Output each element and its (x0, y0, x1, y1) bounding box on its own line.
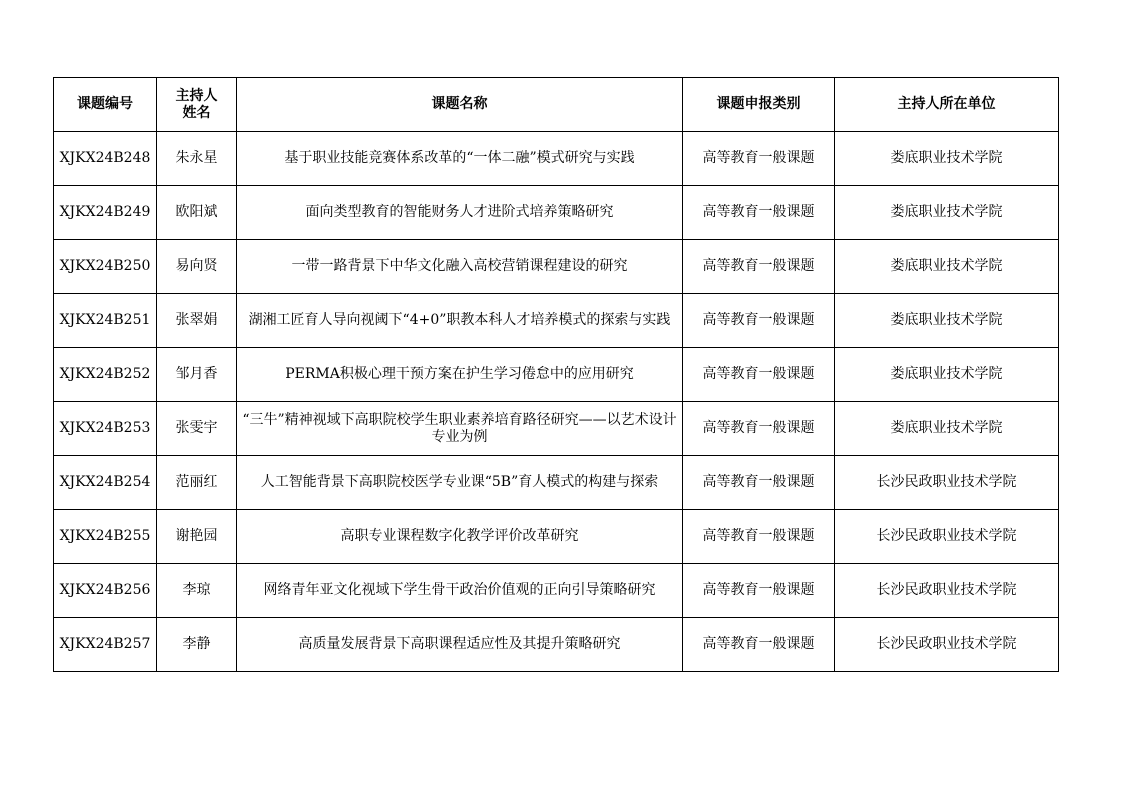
cell-category: 高等教育一般课题 (683, 456, 835, 510)
cell-id: XJKX24B255 (54, 510, 157, 564)
cell-category: 高等教育一般课题 (683, 240, 835, 294)
cell-id: XJKX24B252 (54, 348, 157, 402)
cell-category: 高等教育一般课题 (683, 186, 835, 240)
header-title: 课题名称 (237, 78, 683, 132)
cell-title: 一带一路背景下中华文化融入高校营销课程建设的研究 (237, 240, 683, 294)
cell-host: 谢艳园 (157, 510, 237, 564)
table-row (54, 294, 1059, 348)
cell-id: XJKX24B250 (54, 240, 157, 294)
table-row (54, 510, 1059, 564)
cell-host: 张雯宇 (157, 402, 237, 456)
cell-category: 高等教育一般课题 (683, 348, 835, 402)
cell-host: 李琼 (157, 564, 237, 618)
header-category: 课题申报类别 (683, 78, 835, 132)
table-row (54, 402, 1059, 456)
table-row (54, 564, 1059, 618)
header-host (157, 78, 237, 132)
cell-unit: 长沙民政职业技术学院 (835, 564, 1059, 618)
table-row (54, 186, 1059, 240)
cell-title: 高职专业课程数字化教学评价改革研究 (237, 510, 683, 564)
cell-unit: 娄底职业技术学院 (835, 132, 1059, 186)
cell-category: 高等教育一般课题 (683, 402, 835, 456)
cell-unit: 长沙民政职业技术学院 (835, 510, 1059, 564)
cell-host: 李静 (157, 618, 237, 672)
cell-unit: 娄底职业技术学院 (835, 294, 1059, 348)
table-row (54, 132, 1059, 186)
cell-category: 高等教育一般课题 (683, 510, 835, 564)
cell-category: 高等教育一般课题 (683, 132, 835, 186)
cell-unit: 娄底职业技术学院 (835, 186, 1059, 240)
cell-unit: 娄底职业技术学院 (835, 348, 1059, 402)
cell-title: 人工智能背景下高职院校医学专业课“5B”育人模式的构建与探索 (237, 456, 683, 510)
table-row (54, 618, 1059, 672)
cell-id: XJKX24B253 (54, 402, 157, 456)
cell-id: XJKX24B254 (54, 456, 157, 510)
cell-id: XJKX24B248 (54, 132, 157, 186)
cell-host: 朱永星 (157, 132, 237, 186)
cell-id: XJKX24B256 (54, 564, 157, 618)
cell-category: 高等教育一般课题 (683, 564, 835, 618)
cell-host: 范丽红 (157, 456, 237, 510)
cell-id: XJKX24B257 (54, 618, 157, 672)
header-id: 课题编号 (54, 78, 157, 132)
table-row (54, 456, 1059, 510)
project-table (53, 77, 1059, 672)
header-host-line2: 姓名 (182, 104, 211, 121)
cell-host: 易向贤 (157, 240, 237, 294)
header-unit: 主持人所在单位 (835, 78, 1059, 132)
cell-title: 基于职业技能竞赛体系改革的“一体二融”模式研究与实践 (237, 132, 683, 186)
cell-host: 邹月香 (157, 348, 237, 402)
cell-unit: 长沙民政职业技术学院 (835, 618, 1059, 672)
cell-unit: 长沙民政职业技术学院 (835, 456, 1059, 510)
cell-title: 高质量发展背景下高职课程适应性及其提升策略研究 (237, 618, 683, 672)
cell-title: 面向类型教育的智能财务人才进阶式培养策略研究 (237, 186, 683, 240)
cell-title: “三牛”精神视域下高职院校学生职业素养培育路径研究——以艺术设计专业为例 (237, 402, 683, 456)
cell-title: PERMA积极心理干预方案在护生学习倦怠中的应用研究 (237, 348, 683, 402)
cell-category: 高等教育一般课题 (683, 618, 835, 672)
cell-unit: 娄底职业技术学院 (835, 402, 1059, 456)
cell-id: XJKX24B249 (54, 186, 157, 240)
table-body (54, 132, 1059, 672)
table-row (54, 348, 1059, 402)
cell-host: 张翠娟 (157, 294, 237, 348)
cell-unit: 娄底职业技术学院 (835, 240, 1059, 294)
cell-id: XJKX24B251 (54, 294, 157, 348)
header-row (54, 78, 1059, 132)
table-header (54, 78, 1059, 132)
cell-title: 湖湘工匠育人导向视阈下“4+0”职教本科人才培养模式的探索与实践 (237, 294, 683, 348)
cell-host: 欧阳斌 (157, 186, 237, 240)
table-row (54, 240, 1059, 294)
header-host-line1: 主持人 (175, 87, 218, 104)
cell-title: 网络青年亚文化视域下学生骨干政治价值观的正向引导策略研究 (237, 564, 683, 618)
cell-category: 高等教育一般课题 (683, 294, 835, 348)
